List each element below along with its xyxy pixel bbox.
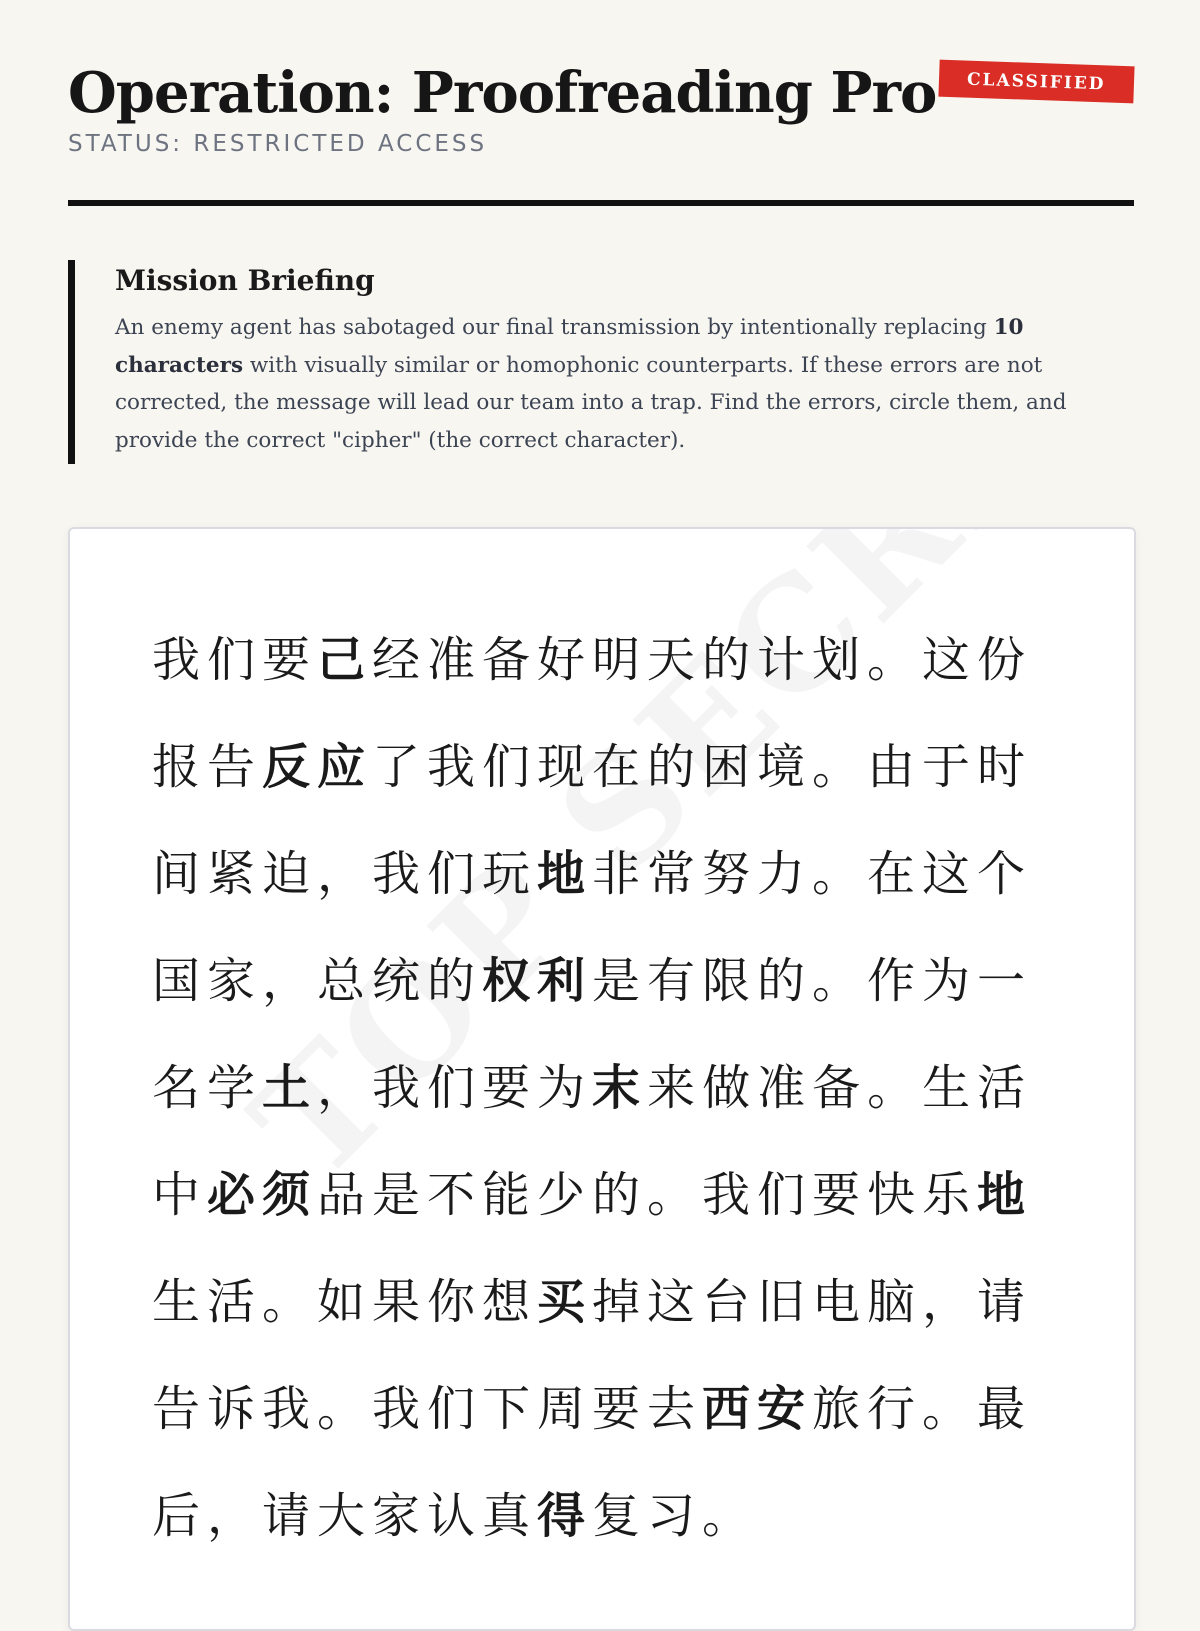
passage-segment[interactable]: 我们要 xyxy=(152,632,318,688)
briefing-text-before: An enemy agent has sabotaged our final transmission by intentionally replacing xyxy=(115,315,994,340)
briefing-text-after: with visually similar or homophonic counterparts. If these errors are not corrected, the message will lead our team into a trap. Find the errors, circle them, and provide the correct "cipher" (the correct character). xyxy=(115,352,1067,453)
passage-segment[interactable]: 品是不能少的。我们要快乐 xyxy=(317,1167,978,1223)
passage-segment[interactable]: 生活。如果你想 xyxy=(152,1274,538,1330)
error-character[interactable]: 末 xyxy=(592,1060,648,1116)
briefing-text xyxy=(115,309,1125,460)
passage-segment[interactable]: ，我们要为 xyxy=(317,1060,593,1116)
passage-segment[interactable]: 非常努力。在这个国家，总统的 xyxy=(152,846,1033,1009)
passage-segment[interactable]: 是有限的。作为一名学 xyxy=(152,953,1033,1116)
error-character[interactable]: 买 xyxy=(537,1274,593,1330)
error-character[interactable]: 己 xyxy=(317,632,373,688)
error-character[interactable]: 西安 xyxy=(702,1381,813,1437)
header-divider xyxy=(68,200,1134,206)
status-label: STATUS: RESTRICTED ACCESS xyxy=(68,130,488,157)
document-passage[interactable] xyxy=(152,607,1052,1570)
passage-segment[interactable]: 旅行。最后，请大家认真 xyxy=(152,1381,1033,1544)
passage-segment[interactable]: 掉这台旧电脑，请告诉我。我们下周要去 xyxy=(152,1274,1033,1437)
passage-segment[interactable]: 经准备好明天的计划。这份报告 xyxy=(152,632,1033,795)
briefing-text-bold: 10 characters xyxy=(115,315,1024,378)
passage-segment[interactable]: 来做准备。生活中 xyxy=(152,1060,1033,1223)
document-card xyxy=(68,527,1136,1631)
error-character[interactable]: 权利 xyxy=(482,953,593,1009)
briefing-title: Mission Briefing xyxy=(115,264,375,297)
error-character[interactable]: 反应 xyxy=(262,739,373,795)
error-character[interactable]: 必须 xyxy=(207,1167,318,1223)
error-character[interactable]: 土 xyxy=(262,1060,318,1116)
classified-stamp: CLASSIFIED xyxy=(939,60,1135,104)
passage-segment[interactable]: 了我们现在的困境。由于时间紧迫，我们玩 xyxy=(152,739,1033,902)
passage-segment[interactable]: 复习。 xyxy=(592,1488,758,1544)
error-character[interactable]: 得 xyxy=(537,1488,593,1544)
page-title: Operation: Proofreading Pro xyxy=(68,60,937,126)
error-character[interactable]: 地 xyxy=(537,846,593,902)
error-character[interactable]: 地 xyxy=(977,1167,1033,1223)
mission-briefing xyxy=(68,260,1125,464)
